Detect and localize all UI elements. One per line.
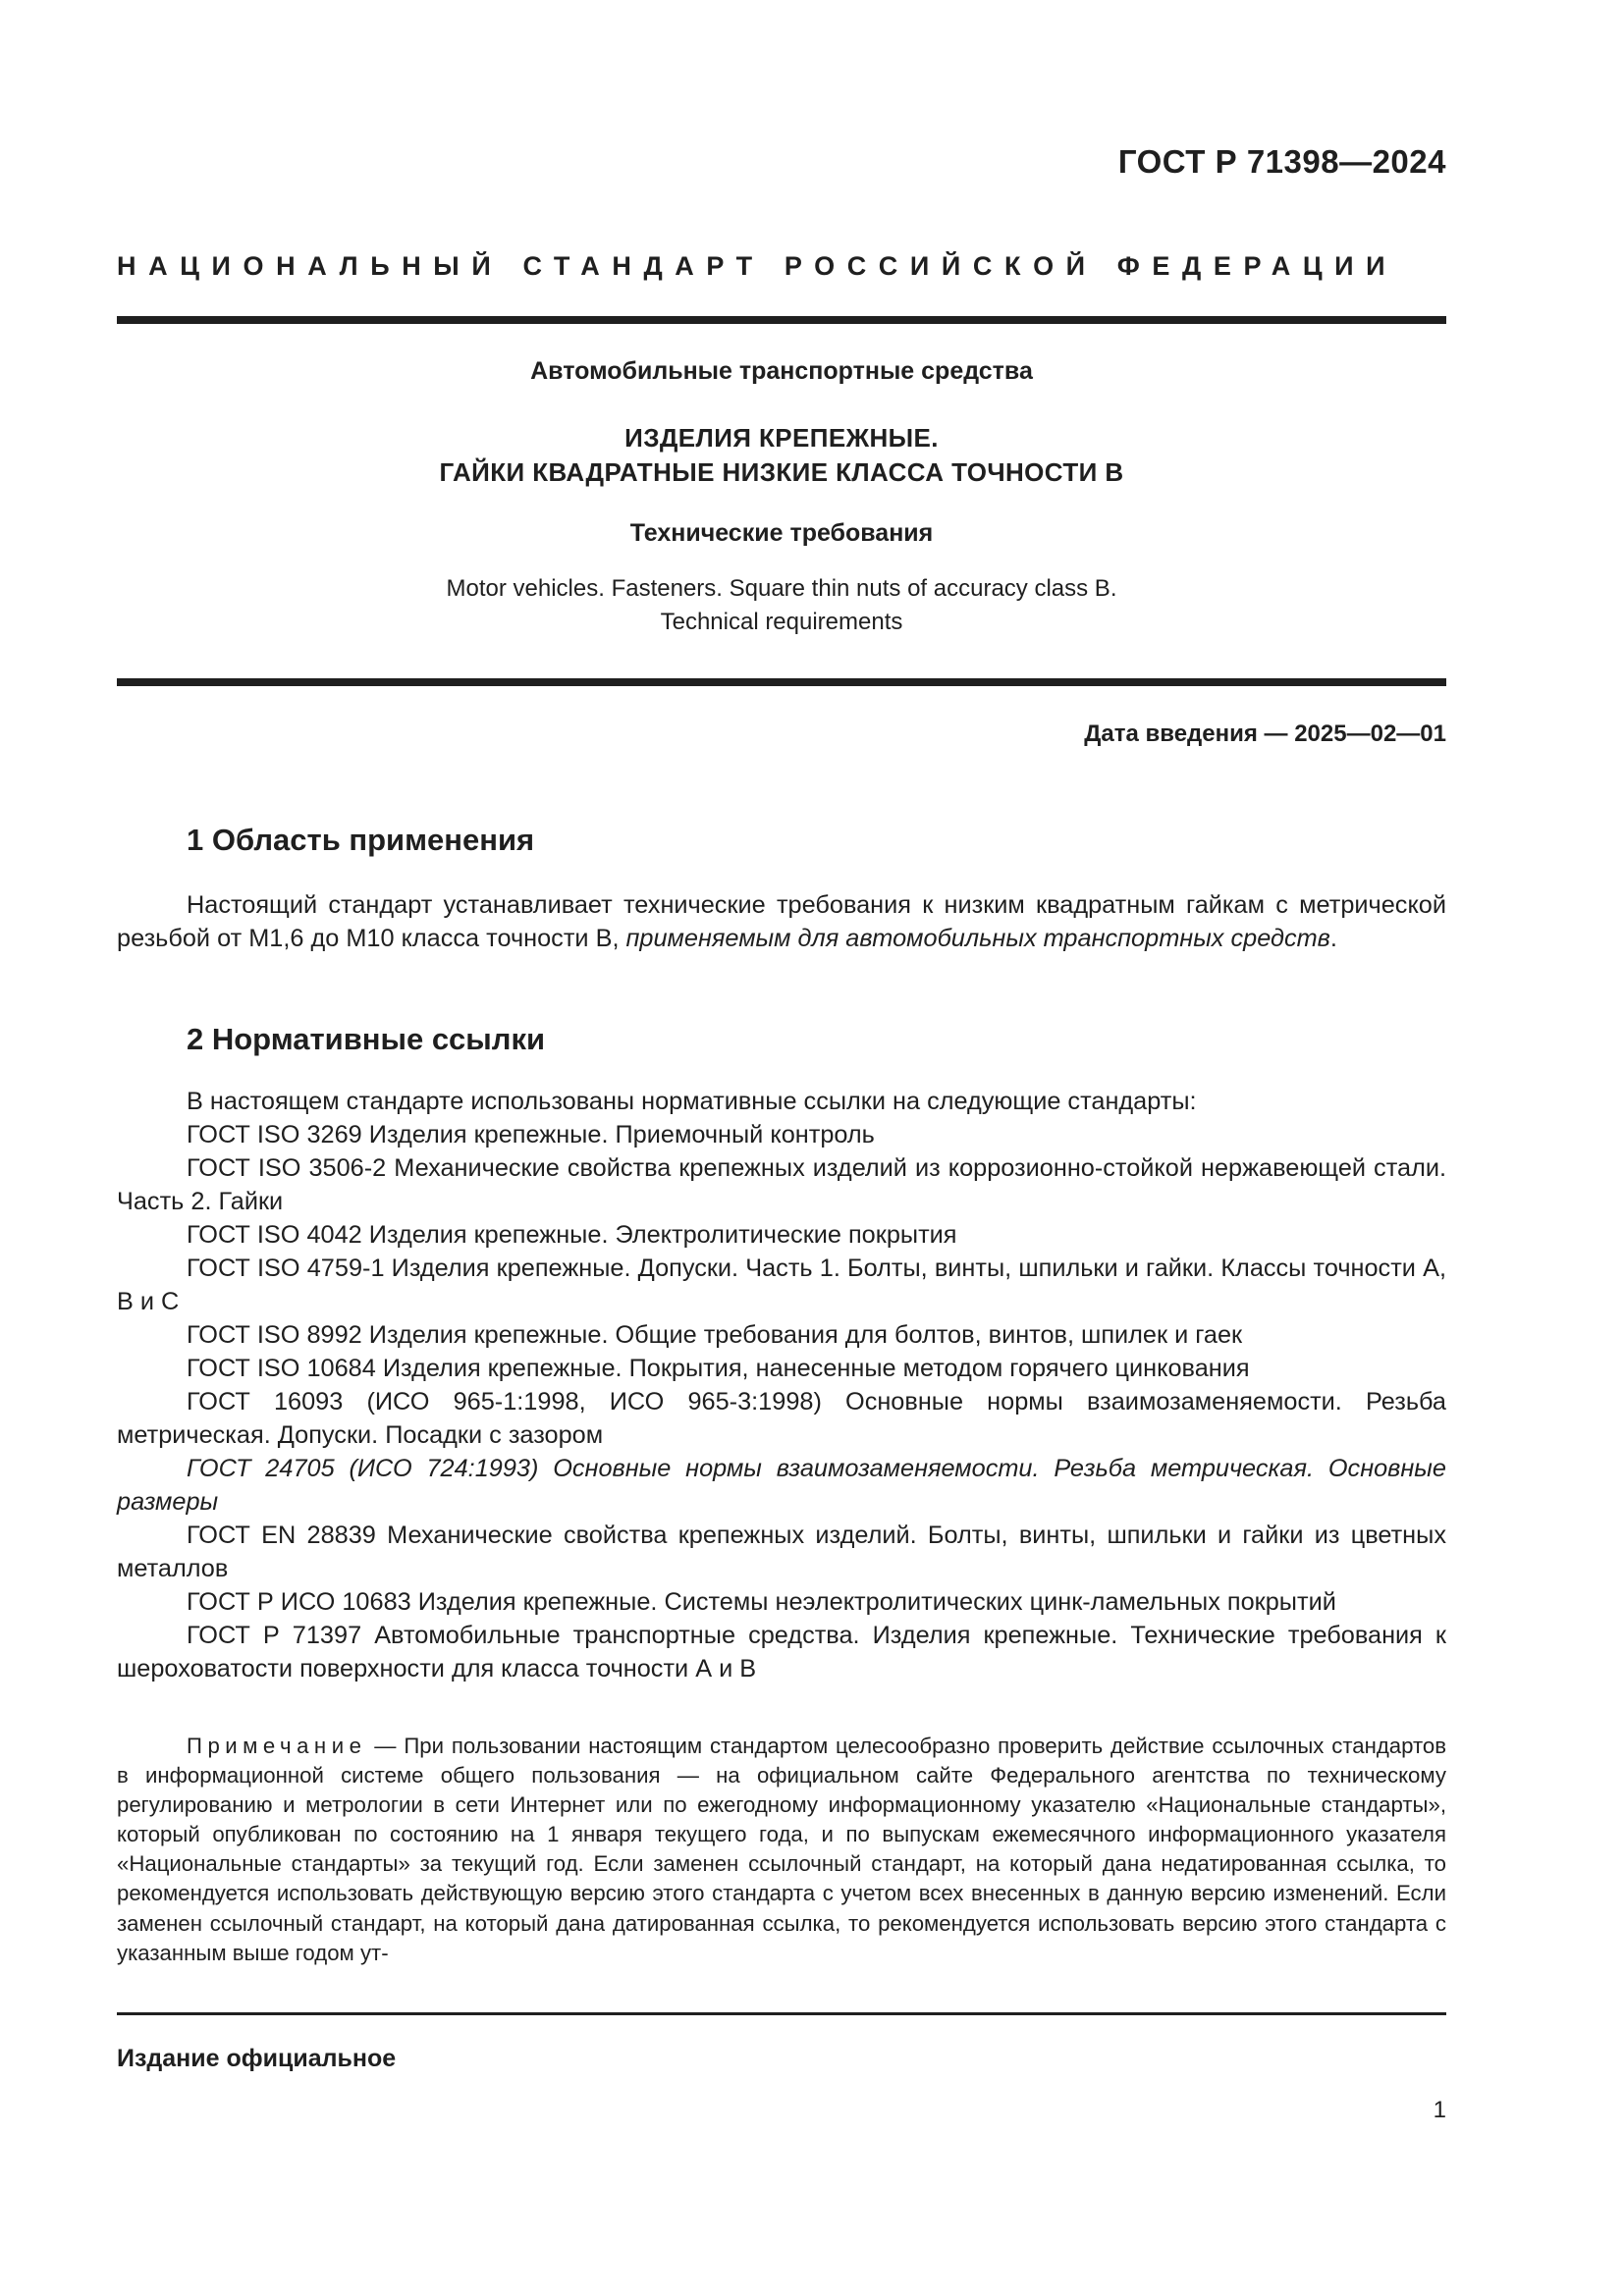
top-divider: [117, 316, 1446, 324]
note-text: — При пользовании настоящим стандартом целесообразно проверить действие ссылочных стандартов в информационной системе общего пользования — на официальном сайте Федерального агентства по техническому регулированию и метрологии в сети Интернет или по ежегодному информационному указателю «Национальные стандарты», который опубликован по состоянию на 1 января текущего года, и по выпускам ежемесячного информационного указателя «Национальные стандарты» за текущий год. Если заменен ссылочный стандарт, на который дана недатированная ссылка, то рекомендуется использовать действующую версию этого стандарта с учетом всех внесенных в данную версию изменений. Если заменен ссылочный стандарт, на который дана датированная ссылка, то рекомендуется использовать версию этого стандарта с указанным выше годом ут-: [117, 1734, 1446, 1965]
section-1-paragraph: [117, 888, 1446, 956]
scope-text-italic: применяемым для автомобильных транспортных средств: [625, 925, 1330, 953]
official-edition-label: Издание официальное: [117, 2045, 397, 2072]
document-subject: Автомобильные транспортные средства: [530, 357, 1033, 385]
scope-text: Настоящий стандарт устанавливает технические требования к низким квадратным гайкам с метрической резьбой от М1,6 до М10 класса точности В,: [117, 891, 1446, 953]
document-title: [117, 421, 1446, 490]
footer-divider: [117, 2012, 1446, 2015]
reference-item: ГОСТ ISO 4759-1 Изделия крепежные. Допуски. Часть 1. Болты, винты, шпильки и гайки. Классы точности А, В и С: [117, 1255, 1446, 1315]
title-divider: [117, 678, 1446, 686]
note-label: Примечание: [187, 1734, 367, 1758]
page-number: 1: [1433, 2097, 1446, 2123]
reference-item: ГОСТ ISO 3269 Изделия крепежные. Приемочный контроль: [187, 1121, 875, 1148]
gost-number: ГОСТ Р 71398—2024: [1117, 143, 1446, 180]
english-title-line1: Motor vehicles. Fasteners. Square thin nuts of accuracy class B.: [446, 575, 1117, 602]
reference-item: ГОСТ ISO 10684 Изделия крепежные. Покрытия, нанесенные методом горячего цинкования: [187, 1355, 1250, 1382]
english-title: [117, 572, 1446, 639]
reference-item: ГОСТ Р ИСО 10683 Изделия крепежные. Системы неэлектролитических цинк-ламельных покрытий: [187, 1588, 1336, 1616]
document-subtitle: Технические требования: [629, 519, 934, 547]
reference-item: ГОСТ ISO 4042 Изделия крепежные. Электролитические покрытия: [187, 1221, 957, 1249]
document-title-line1: ИЗДЕЛИЯ КРЕПЕЖНЫЕ.: [624, 423, 939, 453]
section-2-heading: 2 Нормативные ссылки: [187, 1022, 546, 1056]
references-intro: В настоящем стандарте использованы нормативные ссылки на следующие стандарты:: [187, 1088, 1197, 1115]
document-title-line2: ГАЙКИ КВАДРАТНЫЕ НИЗКИЕ КЛАССА ТОЧНОСТИ В: [439, 457, 1124, 487]
reference-item: ГОСТ Р 71397 Автомобильные транспортные средства. Изделия крепежные. Технические требования к шероховатости поверхности для класса точности А и В: [117, 1622, 1446, 1682]
national-standard-banner: НАЦИОНАЛЬНЫЙ СТАНДАРТ РОССИЙСКОЙ ФЕДЕРАЦИИ: [117, 251, 1398, 281]
reference-item: ГОСТ 16093 (ИСО 965-1:1998, ИСО 965-3:1998) Основные нормы взаимозаменяемости. Резьба метрическая. Допуски. Посадки с зазором: [117, 1388, 1446, 1449]
reference-item: ГОСТ ISO 8992 Изделия крепежные. Общие требования для болтов, винтов, шпилек и гаек: [187, 1321, 1243, 1349]
reference-item: ГОСТ 24705 (ИСО 724:1993) Основные нормы взаимозаменяемости. Резьба метрическая. Основные размеры: [117, 1455, 1446, 1516]
reference-item: ГОСТ EN 28839 Механические свойства крепежных изделий. Болты, винты, шпильки и гайки из цветных металлов: [117, 1522, 1446, 1582]
references-note: [117, 1732, 1446, 1968]
english-title-line2: Technical requirements: [660, 609, 903, 635]
scope-text-end: .: [1329, 925, 1337, 953]
introduction-date: Дата введения — 2025—02—01: [1084, 721, 1446, 747]
section-1-heading: 1 Область применения: [187, 823, 535, 857]
reference-item: ГОСТ ISO 3506-2 Механические свойства крепежных изделий из коррозионно-стойкой нержавеющей стали. Часть 2. Гайки: [117, 1154, 1446, 1215]
references-list: [117, 1085, 1446, 1685]
